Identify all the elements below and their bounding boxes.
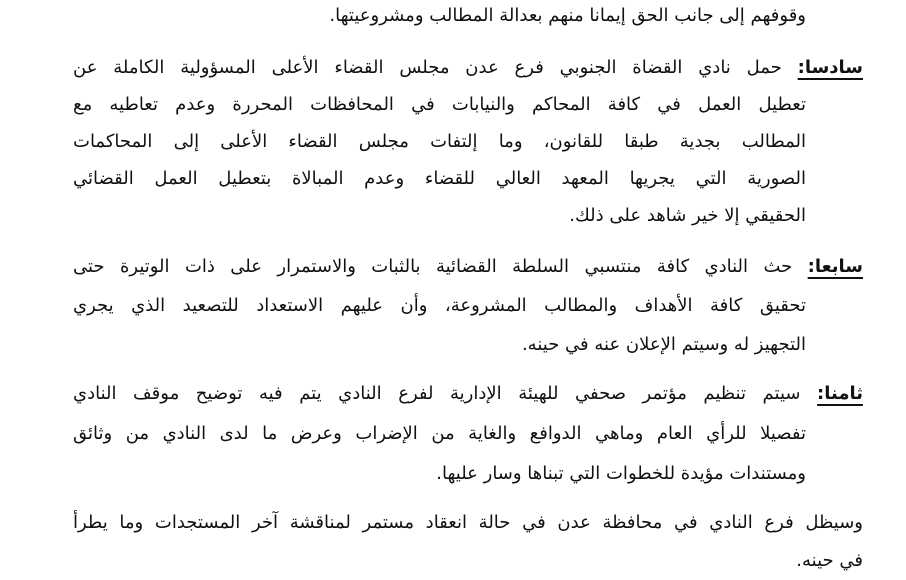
sixth-text-1: حمل نادي القضاة الجنوبي فرع عدن مجلس القضاء الأعلى المسؤولية الكاملة عن xyxy=(73,57,782,78)
eighth-text-1: سيتم تنظيم مؤتمر صحفي للهيئة الإدارية لفرع النادي يتم فيه توضيح موقف النادي xyxy=(73,383,801,404)
sixth-line-1 xyxy=(73,55,863,81)
sixth-line-3: المطالب بجدية طبقا للقانون، وما إلتفات مجلس القضاء الأعلى إلى المحاكمات xyxy=(73,131,806,152)
closing-line-2: في حينه. xyxy=(796,550,863,571)
intro-line: وقوفهم إلى جانب الحق إيمانا منهم بعدالة المطالب ومشروعيتها. xyxy=(329,5,806,26)
seventh-line-1 xyxy=(73,254,863,280)
eighth-line-1 xyxy=(73,381,863,407)
eighth-line-2: تفصيلا للرأي العام وماهي الدوافع والغاية من الإضراب وعرض ما لدى النادي من وثائق xyxy=(73,423,806,444)
closing-line-1: وسيظل فرع النادي في محافظة عدن في حالة انعقاد مستمر لمناقشة آخر المستجدات وما يطرأ xyxy=(73,512,863,533)
sixth-label: سادسا: xyxy=(797,57,863,78)
eighth-line-3: ومستندات مؤيدة للخطوات التي تبناها وسار عليها. xyxy=(436,463,806,484)
eighth-label: ثامنا: xyxy=(817,383,863,404)
sixth-line-2: تعطيل العمل في كافة المحاكم والنيابات في المحافظات المحررة وعدم تعاطيه مع xyxy=(73,94,806,115)
seventh-line-2: تحقيق كافة الأهداف والمطالب المشروعة، وأن عليهم الاستعداد للتصعيد الذي يجري xyxy=(73,295,806,316)
seventh-text-1: حث النادي كافة منتسبي السلطة القضائية بالثبات والاستمرار على ذات الوتيرة حتى xyxy=(73,256,793,277)
seventh-line-3: التجهيز له وسيتم الإعلان عنه في حينه. xyxy=(521,334,806,355)
seventh-label: سابعا: xyxy=(807,256,863,277)
sixth-line-4: الصورية التي يجريها المعهد العالي للقضاء وعدم المبالاة بتعطيل العمل القضائي xyxy=(73,168,806,189)
sixth-line-5: الحقيقي إلا خير شاهد على ذلك. xyxy=(569,205,806,226)
